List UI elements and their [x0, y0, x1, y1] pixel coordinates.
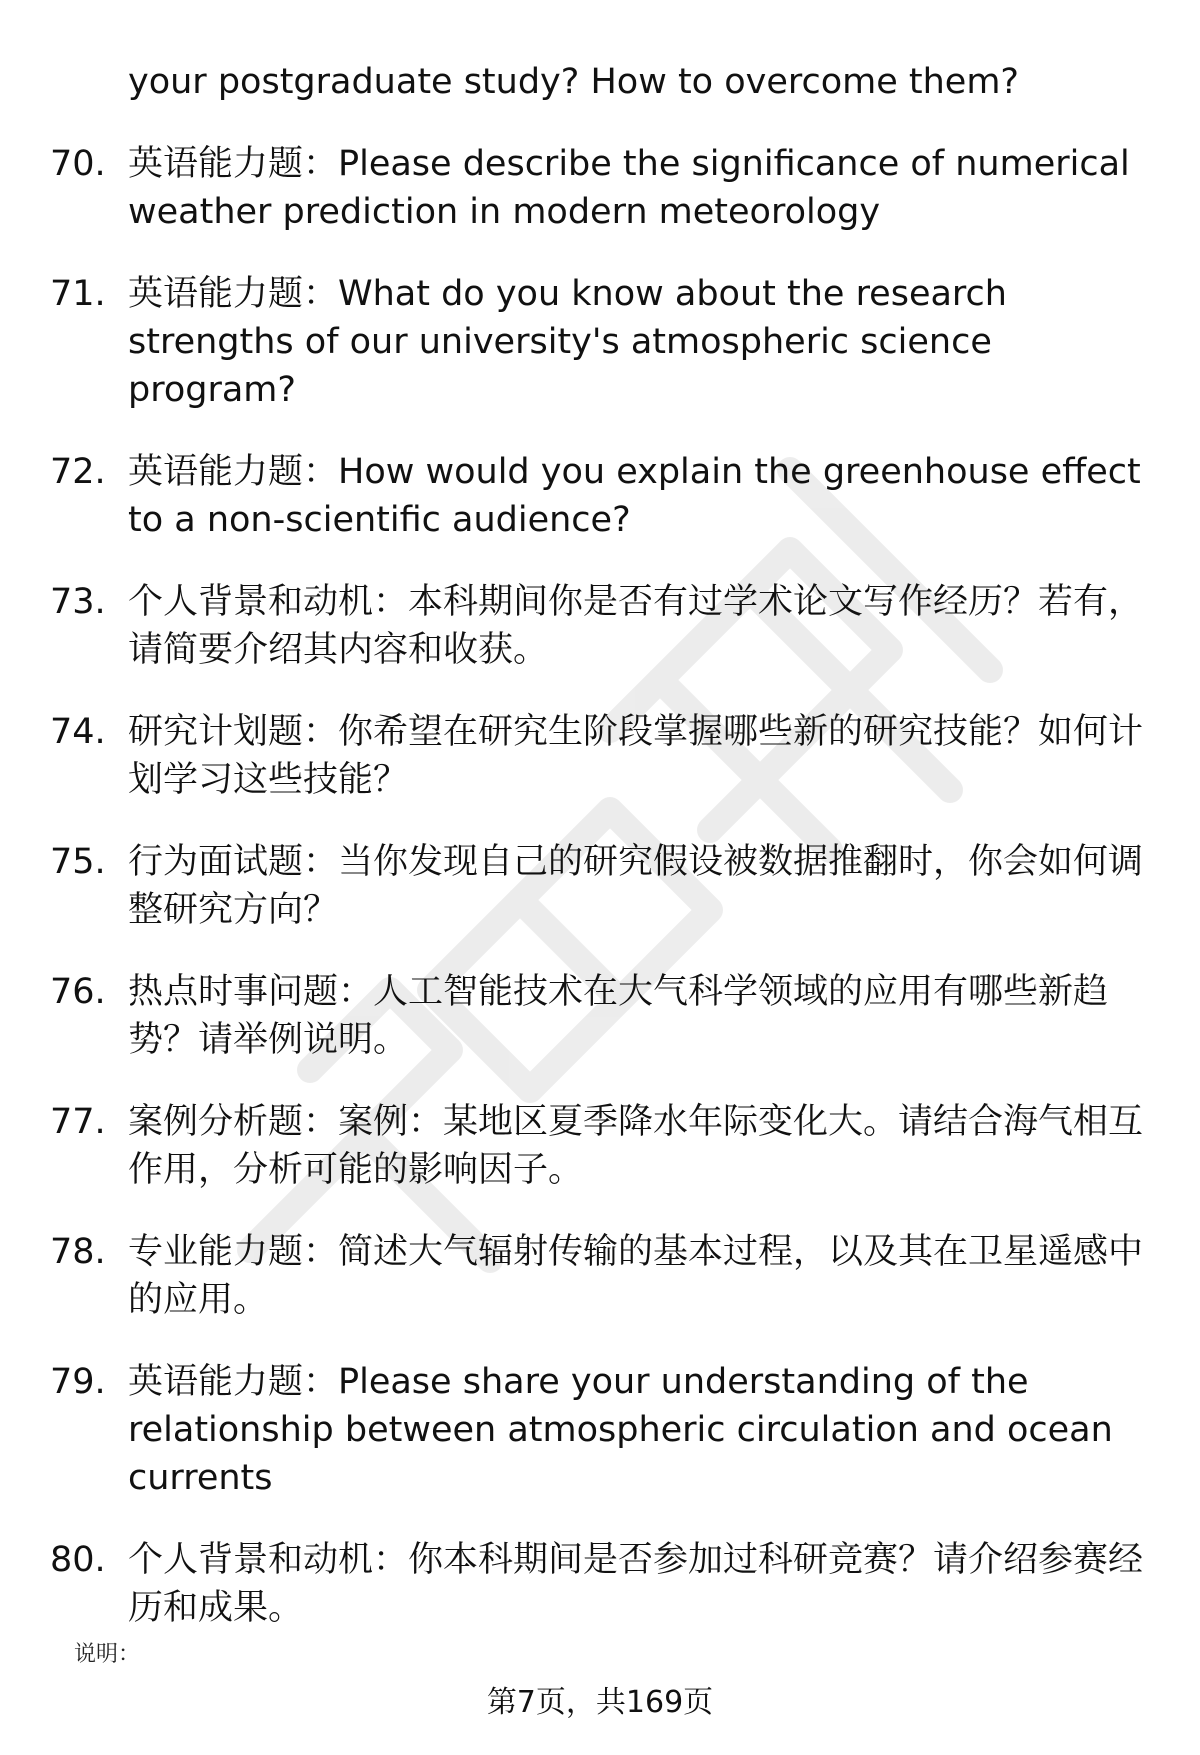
question-number: 77. [50, 1102, 106, 1142]
question-number: 76. [50, 972, 106, 1012]
question-item [0, 968, 1200, 1064]
page-number-footer: 第7页，共169页 [486, 1685, 714, 1720]
question-text: 研究计划题：你希望在研究生阶段掌握哪些新的研究技能？如何计划学习这些技能？ [128, 712, 1144, 800]
question-text: 专业能力题：简述大气辐射传输的基本过程，以及其在卫星遥感中的应用。 [128, 1232, 1144, 1320]
question-number: 70. [50, 144, 106, 184]
question-item [0, 1358, 1200, 1502]
question-item [0, 838, 1200, 934]
note-label: 说明： [74, 1642, 141, 1667]
question-number: 78. [50, 1232, 106, 1272]
question-item [0, 270, 1200, 414]
question-item [0, 140, 1200, 236]
question-number: 79. [50, 1362, 106, 1402]
question-text: 英语能力题：How would you explain the greenhouse effect to a non-scientific audience? [128, 452, 1141, 540]
question-list [0, 140, 1200, 1666]
question-item [0, 1228, 1200, 1324]
question-text: 个人背景和动机：你本科期间是否参加过科研竞赛？请介绍参赛经历和成果。 [128, 1540, 1144, 1628]
question-text: 个人背景和动机：本科期间你是否有过学术论文写作经历？若有，请简要介绍其内容和收获。 [128, 582, 1144, 670]
continued-question-text: your postgraduate study? How to overcome them? [128, 62, 1020, 102]
question-number: 72. [50, 452, 106, 492]
question-number: 74. [50, 712, 106, 752]
question-number: 75. [50, 842, 106, 882]
question-text: 英语能力题：Please share your understanding of the relationship between atmospheric circulation and ocean currents [128, 1362, 1113, 1498]
question-item [0, 448, 1200, 544]
question-text: 英语能力题：Please describe the significance of numerical weather prediction in modern meteorology [128, 144, 1130, 232]
question-item [0, 708, 1200, 804]
question-number: 73. [50, 582, 106, 622]
question-item [0, 1098, 1200, 1194]
question-text: 行为面试题：当你发现自己的研究假设被数据推翻时，你会如何调整研究方向？ [128, 842, 1144, 930]
question-number: 80. [50, 1540, 106, 1580]
question-text: 英语能力题：What do you know about the research strengths of our university's atmospheric science program? [128, 274, 1007, 410]
question-text: 案例分析题：案例：某地区夏季降水年际变化大。请结合海气相互作用，分析可能的影响因子。 [128, 1102, 1144, 1190]
question-item [0, 578, 1200, 674]
question-item [0, 1536, 1200, 1632]
question-text: 热点时事问题：人工智能技术在大气科学领域的应用有哪些新趋势？请举例说明。 [128, 972, 1109, 1060]
question-number: 71. [50, 274, 106, 314]
